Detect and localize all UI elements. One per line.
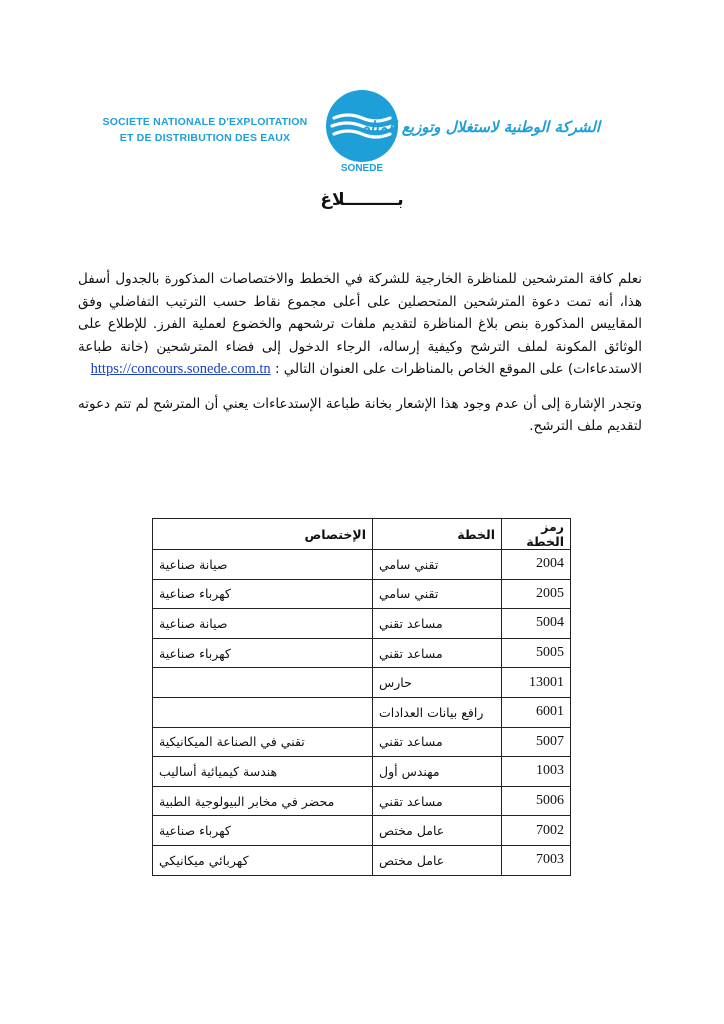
cell-specialty: كهربائي ميكانيكي	[153, 845, 373, 875]
cell-specialty	[153, 668, 373, 698]
cell-code: 13001	[502, 668, 571, 698]
cell-plan: عامل مختص	[373, 845, 502, 875]
cell-code: 2005	[502, 579, 571, 609]
cell-specialty	[153, 697, 373, 727]
company-name-french	[100, 114, 310, 146]
cell-plan: عامل مختص	[373, 816, 502, 846]
company-name-french-line2: ET DE DISTRIBUTION DES EAUX	[119, 132, 291, 144]
logo-label: SONEDE	[340, 163, 384, 174]
cell-plan: رافع بيانات العدادات	[373, 697, 502, 727]
cell-specialty: تقني في الصناعة الميكانيكية	[153, 727, 373, 757]
announcement-paragraph	[78, 268, 642, 381]
positions-table	[152, 518, 571, 876]
cell-specialty: كهرباء صناعية	[153, 638, 373, 668]
company-name-arabic: الشركة الوطنية لاستغلال وتوزيع المياه	[362, 118, 600, 136]
cell-specialty: هندسة كيميائية أساليب	[153, 757, 373, 787]
cell-code: 5006	[502, 786, 571, 816]
announcement-paragraph-text: نعلم كافة المترشحين للمناظرة الخارجية للشركة في الخطط والاختصاصات المذكورة بالجدول أسفل هذا، أنه تمت دعوة المترشحين المتحصلين على أعلى مجموع نقاط حسب الترتيب التفاضلي وفق المقاييس المذكورة بنص بلاغ المناظرة لتقديم ملفات ترشحهم والخضوع لعملية الفرز. للإطلاع على الوثائق المكونة لملف الترشح وكيفية إرساله، الرجاء الدخول إلى فضاء المترشحين (خانة طباعة الاستدعاءات) على الموقع الخاص بالمناظرات على العنوان التالي :	[78, 271, 642, 377]
table-row	[153, 609, 571, 639]
letterhead	[0, 0, 724, 190]
cell-specialty: كهرباء صناعية	[153, 816, 373, 846]
table-row	[153, 550, 571, 580]
cell-code: 1003	[502, 757, 571, 787]
table-row	[153, 668, 571, 698]
cell-plan: تقني سامي	[373, 579, 502, 609]
cell-plan: مساعد تقني	[373, 609, 502, 639]
cell-code: 5005	[502, 638, 571, 668]
header-specialty: الإختصاص	[153, 519, 373, 550]
cell-code: 2004	[502, 550, 571, 580]
cell-code: 5004	[502, 609, 571, 639]
cell-code: 7003	[502, 845, 571, 875]
table-row	[153, 727, 571, 757]
cell-specialty: صيانة صناعية	[153, 609, 373, 639]
cell-specialty: صيانة صناعية	[153, 550, 373, 580]
cell-specialty: محضر في مخابر البيولوجية الطبية	[153, 786, 373, 816]
notice-paragraph: وتجدر الإشارة إلى أن عدم وجود هذا الإشعار بخانة طباعة الإستدعاءات يعني أن المترشح لم تتم دعوته لتقديم ملف الترشح.	[78, 395, 642, 434]
cell-code: 7002	[502, 816, 571, 846]
cell-plan: مهندس أول	[373, 757, 502, 787]
table-row	[153, 579, 571, 609]
table-row	[153, 816, 571, 846]
cell-plan: مساعد تقني	[373, 727, 502, 757]
table-row	[153, 845, 571, 875]
cell-specialty: كهرباء صناعية	[153, 579, 373, 609]
contest-website-link[interactable]: https://concours.sonede.com.tn	[90, 361, 271, 377]
header-code: رمز الخطة	[502, 519, 571, 550]
cell-code: 5007	[502, 727, 571, 757]
company-name-french-line1: SOCIETE NATIONALE D'EXPLOITATION	[102, 116, 308, 128]
cell-plan: مساعد تقني	[373, 638, 502, 668]
cell-code: 6001	[502, 697, 571, 727]
cell-plan: حارس	[373, 668, 502, 698]
cell-plan: مساعد تقني	[373, 786, 502, 816]
document-title: بـــــــــلاغ	[320, 190, 404, 210]
table-row	[153, 638, 571, 668]
cell-plan: تقني سامي	[373, 550, 502, 580]
table-row	[153, 757, 571, 787]
table-row	[153, 786, 571, 816]
header-plan: الخطة	[373, 519, 502, 550]
table-header-row	[153, 519, 571, 550]
announcement-body	[78, 268, 642, 438]
table-row	[153, 697, 571, 727]
